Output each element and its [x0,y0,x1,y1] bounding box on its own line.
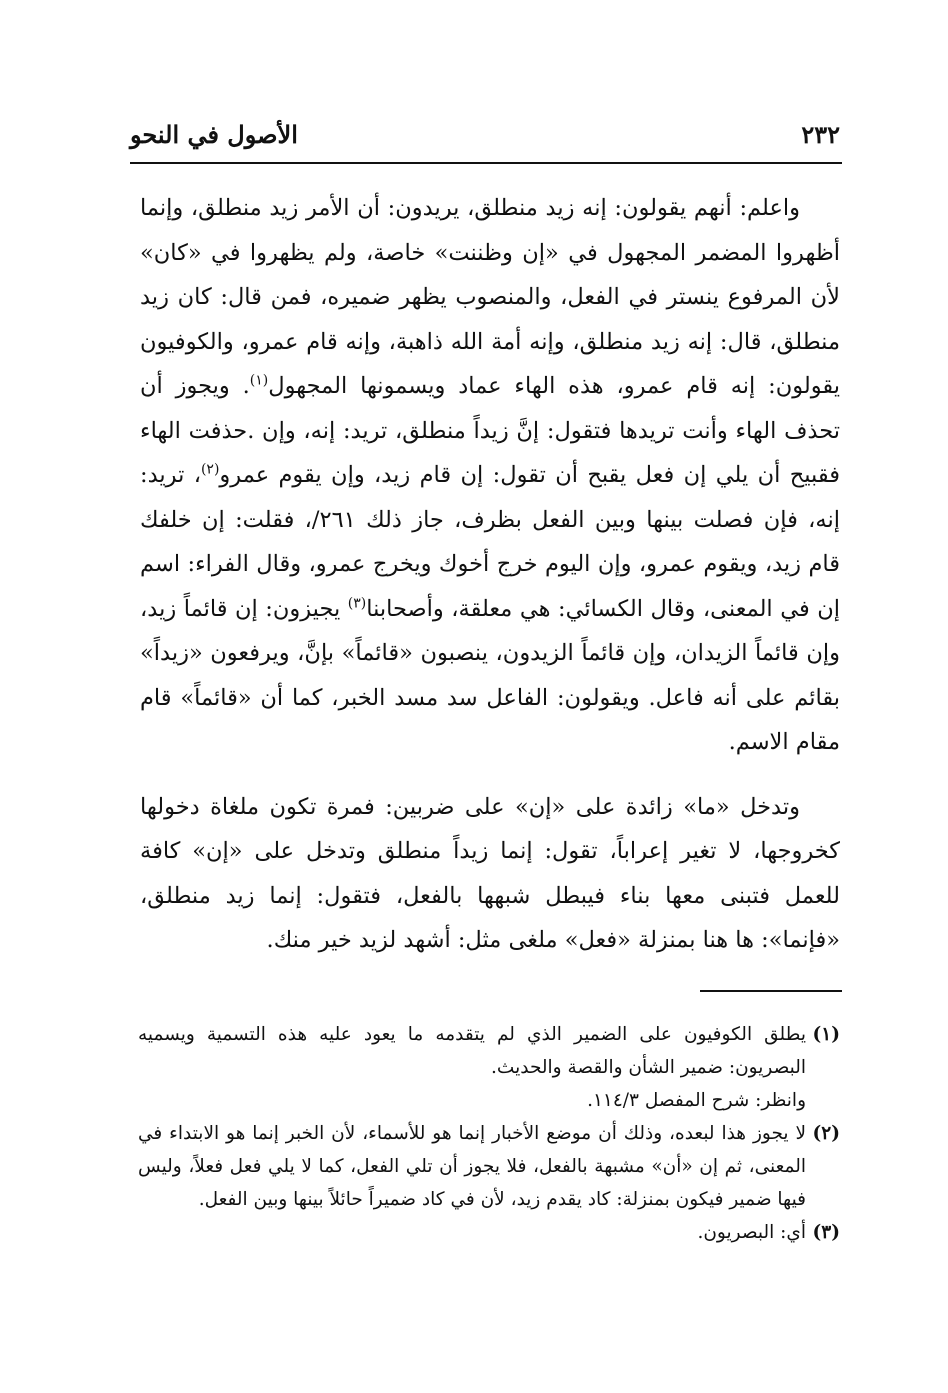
footnote-3-text: أي: البصريون. [697,1222,806,1243]
footnote-1-text: يطلق الكوفيون على الضمير الذي لم يتقدمه ما يعود عليه هذه التسمية ويسميه البصريون: ضمير الشأن والقصة والحديث. [138,1024,806,1078]
footnote-1-reference: وانظر: شرح المفصل ١١٤/٣. [587,1090,806,1111]
paragraph-1-part-4: يجيزون: إن قائماً زيد، وإن قائماً الزيدان، وإن قائماً الزيدون، ينصبون «قائماً» بإنَّ، ويرفعون «زيداً» بقائم على أنه فاعل. ويقولون: الفاعل سد مسد الخبر، كما أن «قائماً» قام مقام الاسم. [140,595,840,755]
footnote-ref-1: (١) [249,372,269,389]
footnote-rule [700,990,842,992]
paragraph-gap [140,765,840,785]
paragraph-1 [140,186,840,765]
running-title: الأصول في النحو [130,120,298,149]
footnote-3-label: (٣) [812,1222,840,1243]
footnote-ref-3: (٣) [347,595,367,611]
footnote-ref-2: (٢) [200,461,220,478]
footnote-2 [138,1117,840,1216]
page-number: ٢٣٢ [801,120,840,149]
footnote-2-text: لا يجوز هذا لبعده، وذلك أن موضع الأخبار إنما هو للأسماء، لأن الخبر إنما هو الابتداء في المعنى، ثم إن «أن» مشبهة بالفعل، فلا يجوز أن تلي الفعل، كما لا يلي فعل فعلاً، وليس فيها ضمير فيكون بمنزلة: كاد يقدم زيد، لأن في كاد ضميراً حائلاً بينها وبين الفعل. [138,1123,806,1210]
header-rule [130,162,842,164]
footnote-2-label: (٢) [812,1123,840,1144]
paragraph-2: وتدخل «ما» زائدة على «إن» على ضربين: فمرة تكون ملغاة دخولها كخروجها، لا تغير إعراباً، تقول: إنما زيداً منطلق وتدخل على «إن» كافة للعمل فتبنى معها بناء فيبطل شبهها بالفعل، فتقول: إنما زيد منطلق، «فإنما»: ها هنا بمنزلة «فعل» ملغى مثل: أشهد لزيد خير منك. [140,793,840,953]
footnote-3 [138,1216,840,1249]
footnotes [138,1018,840,1249]
paragraph-1-part-3: ، تريد: إنه، فإن فصلت بينها وبين الفعل بظرف، جاز ذلك ٢٦١/، فقلت: إن خلفك قام زيد، ويقوم عمرو، وإن اليوم خرج أخوك ويخرج عمرو، وقال الفراء: اسم إن في المعنى، وقال الكسائي: هي معلقة، وأصحابنا [140,462,841,622]
page-header [130,118,840,158]
paragraph-1-part-1: واعلم: أنهم يقولون: إنه زيد منطلق، يريدون: أن الأمر زيد منطلق، وإنما أظهروا المضمر المجهول في «إن وظننت» خاصة، ولم يظهروا في «كان» لأن المرفوع ينستر في الفعل، والمنصوب يظهر ضميره، فمن قال: كان زيد منطلق، قال: إنه زيد منطلق، وإنه أمة الله ذاهبة، وإنه قام عمرو، والكوفيون يقولون: إنه قام عمرو، هذه الهاء عماد ويسمونها المجهول [140,195,840,399]
paragraph-1-part-2: . ويجوز أن تحذف الهاء وأنت تريدها فتقول: إنَّ زيداً منطلق، تريد: إنه، وإن .حذفت الهاء فقبيح أن يلي إن فعل يقبح أن تقول: إن قام زيد، وإن يقوم عمرو [140,373,840,488]
footnote-1-label: (١) [812,1024,840,1045]
footnote-1 [138,1018,840,1084]
main-text [140,186,840,963]
